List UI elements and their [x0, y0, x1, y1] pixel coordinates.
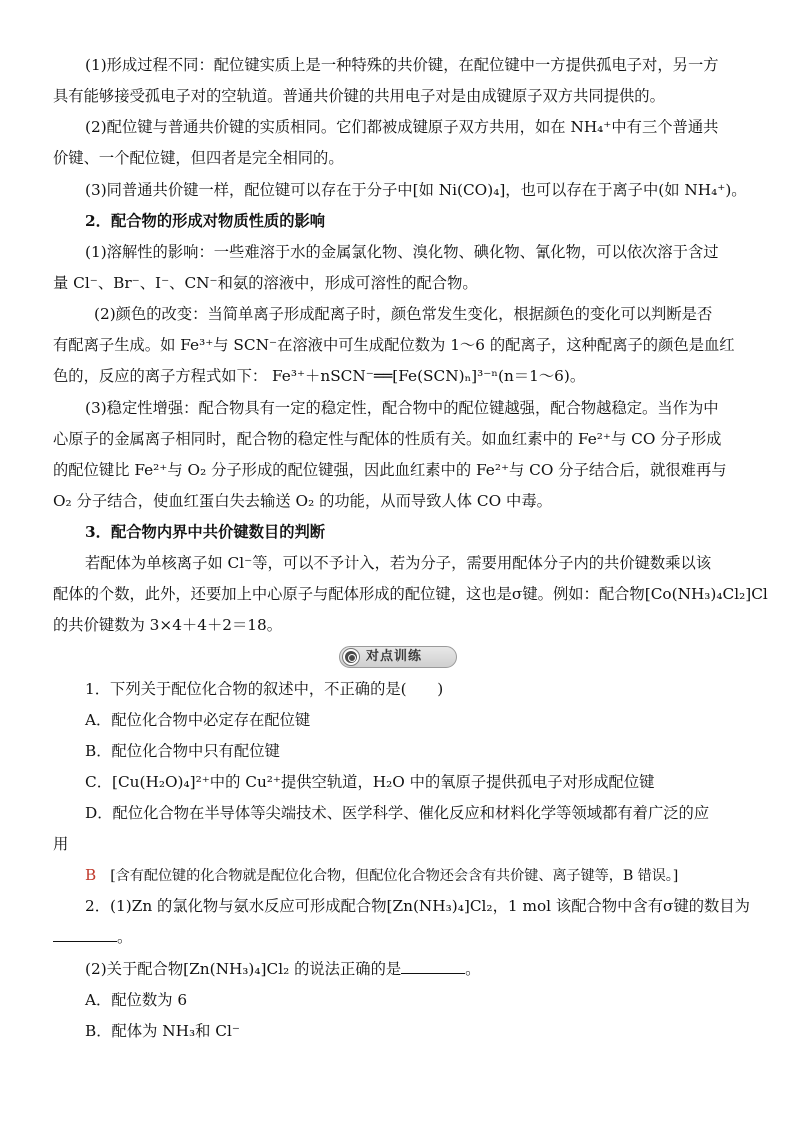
paragraph-line: (3)同普通共价键一样，配位键可以存在于分子中[如 Ni(CO)₄]，也可以存在于离子中(如 NH₄⁺)。: [85, 181, 747, 199]
paragraph-line: 配体的个数，此外，还要加上中心原子与配体形成的配位键，这也是σ键。例如：配合物[Co(NH₃)₄Cl₂]Cl: [53, 585, 768, 603]
paragraph-line: (2)颜色的改变：当简单离子形成配离子时，颜色常发生变化，根据颜色的变化可以判断是否: [94, 305, 713, 323]
question-stem: 1．下列关于配位化合物的叙述中，不正确的是( ): [85, 680, 444, 698]
option-d-cont: 用: [53, 835, 69, 853]
option-b: B．配体为 NH₃和 Cl⁻: [85, 1022, 240, 1040]
paragraph-line: (1)溶解性的影响：一些难溶于水的金属氯化物、溴化物、碘化物、氰化物，可以依次溶于含过: [85, 243, 719, 261]
answer-blank[interactable]: [53, 927, 117, 942]
section-heading: 3．配合物内界中共价键数目的判断: [85, 523, 326, 541]
paragraph-line: (1)形成过程不同：配位键实质上是一种特殊的共价键，在配位键中一方提供孤电子对，另一方: [85, 56, 719, 74]
equation-line: 色的，反应的离子方程式如下： Fe³⁺＋nSCN⁻══[Fe(SCN)ₙ]³⁻ⁿ(n＝1～6)。: [53, 367, 586, 385]
paragraph-line: O₂ 分子结合，使血红蛋白失去输送 O₂ 的功能，从而导致人体 CO 中毒。: [53, 492, 552, 510]
question-part: (2)关于配合物[Zn(NH₃)₄]Cl₂ 的说法正确的是 。: [85, 960, 481, 978]
practice-banner: [339, 646, 457, 668]
answer-letter: B: [85, 866, 97, 884]
option-a: A．配位化合物中必定存在配位键: [85, 711, 311, 729]
section-heading: 2．配合物的形成对物质性质的影响: [85, 212, 326, 230]
option-d: D．配位化合物在半导体等尖端技术、医学科学、催化反应和材料化学等领域都有着广泛的应: [85, 804, 710, 822]
paragraph-line: 心原子的金属离子相同时，配合物的稳定性与配体的性质有关。如血红素中的 Fe²⁺与 CO 分子形成: [53, 430, 722, 448]
banner-title: 对点训练: [366, 649, 423, 664]
answer-explanation: [含有配位键的化合物就是配位化合物，但配位化合物还会含有共价键、离子键等，B 错误。]: [110, 868, 679, 884]
answer-line: [85, 865, 743, 886]
option-b: B．配位化合物中只有配位键: [85, 742, 280, 760]
answer-blank[interactable]: [401, 959, 465, 974]
paragraph-line: 的共价键数为 3×4＋4＋2＝18。: [53, 616, 283, 634]
option-c: C．[Cu(H₂O)₄]²⁺中的 Cu²⁺提供空轨道，H₂O 中的氧原子提供孤电子对形成配位键: [85, 773, 655, 791]
target-icon: [343, 649, 359, 665]
paragraph-line: 量 Cl⁻、Br⁻、I⁻、CN⁻和氨的溶液中，形成可溶性的配合物。: [53, 274, 478, 292]
paragraph-line: 的配位键比 Fe²⁺与 O₂ 分子形成的配位键强，因此血红素中的 Fe²⁺与 CO 分子结合后，就很难再与: [53, 461, 727, 479]
paragraph-line: (3)稳定性增强：配合物具有一定的稳定性，配合物中的配位键越强，配合物越稳定。当作为中: [85, 399, 719, 417]
paragraph-line: (2)配位键与普通共价键的实质相同。它们都被成键原子双方共用，如在 NH₄⁺中有三个普通共: [85, 118, 719, 136]
option-a: A．配位数为 6: [85, 991, 188, 1009]
paragraph-line: 具有能够接受孤电子对的空轨道。普通共价键的共用电子对是由成键原子双方共同提供的。: [53, 87, 665, 105]
paragraph-line: 若配体为单核离子如 Cl⁻等，可以不予计入，若为分子，需要用配体分子内的共价键数乘以该: [85, 554, 712, 572]
question-stem: 2．(1)Zn 的氯化物与氨水反应可形成配合物[Zn(NH₃)₄]Cl₂，1 mol 该配合物中含有σ键的数目为: [85, 897, 750, 915]
paragraph-line: 价键、一个配位键，但四者是完全相同的。: [53, 149, 344, 167]
paragraph-line: 有配离子生成。如 Fe³⁺与 SCN⁻在溶液中可生成配位数为 1～6 的配离子，这种配离子的颜色是血红: [53, 336, 735, 354]
fill-line: 。: [53, 927, 743, 947]
